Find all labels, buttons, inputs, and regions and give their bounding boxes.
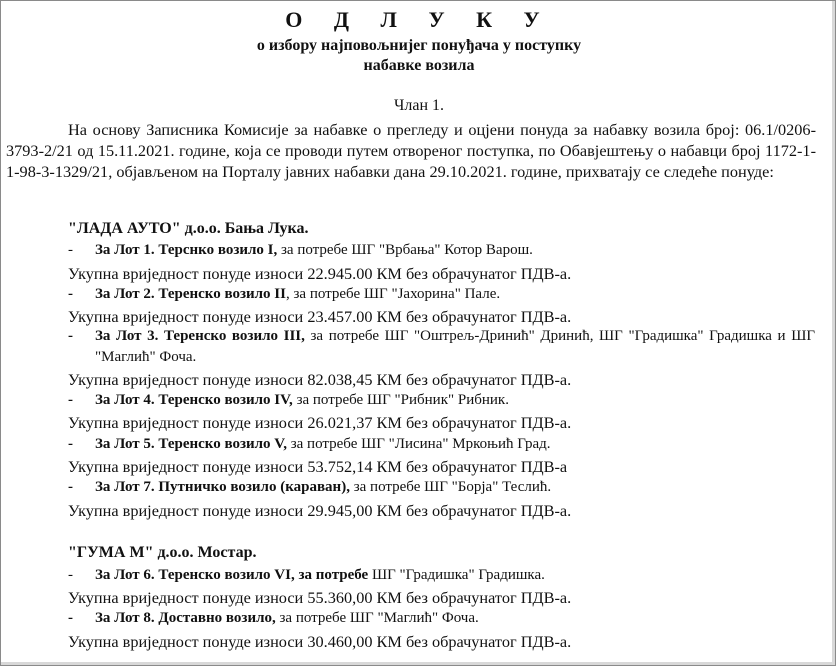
lot-item [95,392,509,409]
list-dash: - [68,479,73,495]
lot-label: За Лот 5. Теренско возило V, [95,436,287,452]
vendor-name: "ЛАДА АУТО" д.о.о. Бања Лука. [68,220,309,237]
lot-label: За Лот 4. Теренско возило IV, [95,392,293,408]
lot-total: Укупна вриједност понуде износи 23.457.00 КМ без обрачунатог ПДВ-а. [68,307,572,326]
document-title: О Д Л У К У [285,7,553,32]
lot-label: За Лот 8. Доставно возило, [95,610,276,626]
lot-item [95,567,545,584]
lot-total: Укупна вриједност понуде износи 22.945.00 КМ без обрачунатог ПДВ-а. [68,264,572,283]
list-dash: - [68,286,73,302]
lot-label: За Лот 2. Теренско возило II [95,286,286,302]
list-dash: - [68,436,73,452]
lot-label-rest: . Теренско возило III, [154,328,305,344]
lot-label: За Лот 3 [95,328,155,344]
document-subtitle-line1: о избору најповољнијег понуђача у поступку [256,37,582,54]
lot-detail: ШГ "Градишка" Градишка. [368,567,545,583]
lot-total: Укупна вриједност понуде износи 53.752,14 КМ без обрачунатог ПДВ-а [68,457,568,476]
lot-detail: за потребе ШГ "Оштрељ-Дринић" Дринић, ШГ "Градишка" Градишка и ШГ "Маглић" Фоча. [95,328,815,365]
lot-detail: , за потребе ШГ "Јахорина" Пале. [286,286,501,302]
lot-total: Укупна вриједност понуде износи 30.460,00 КМ без обрачунатог ПДВ-а. [68,632,572,651]
lot-item [95,436,551,453]
list-dash: - [68,242,73,258]
list-dash: - [68,392,73,408]
article-heading: Члан 1. [393,97,445,114]
intro-paragraph [6,119,816,182]
lot-item [95,242,533,259]
lot-item [95,610,479,627]
lot-total: Укупна вриједност понуде износи 55.360,00 КМ без обрачунатог ПДВ-а. [68,588,572,607]
lot-item [95,479,551,496]
document-subtitle-line2: набавке возила [363,57,475,74]
list-dash: - [68,567,73,583]
vendor-name: "ГУМА М" д.о.о. Мостар. [68,544,257,561]
lot-detail: за потребе ШГ "Рибник" Рибник. [292,392,509,408]
lot-label: За Лот 7. Путничко возило (караван), [95,479,350,495]
list-dash: - [68,610,73,626]
lot-detail: за потребе ШГ "Борја" Теслић. [349,479,552,495]
lot-label: За Лот 1. Терснко возило I, [95,242,278,258]
lot-detail: за потребе ШГ "Лисина" Мркоњић Град. [286,436,551,452]
list-dash: - [68,328,73,344]
lot-total: Укупна вриједност понуде износи 26.021,37 КМ без обрачунатог ПДВ-а. [68,413,572,432]
lot-item [95,326,815,368]
intro-text: На основу Записника Комисије за набавке о прегледу и оцјени понуда за набавку возила број: 06.1/0206-3793-2/21 од 15.11.2021. године, која се проводи путем отвореног поступка, по Обавјештењу о набавци број 1172-1-1-98-3-1329/21, објављеном на Порталу јавних набавки дана 29.10.2021. године, прихватају се следеће понуде: [6,120,816,181]
lot-total: Укупна вриједност понуде износи 29.945,00 КМ без обрачунатог ПДВ-а. [68,501,572,520]
lot-detail: за потребе ШГ "Врбања" Котор Варош. [277,242,533,258]
lot-item [95,286,500,303]
lot-total: Укупна вриједност понуде износи 82.038,45 КМ без обрачунатог ПДВ-а. [68,370,572,389]
lot-detail: за потребе ШГ "Маглић" Фоча. [275,610,479,626]
lot-label: За Лот 6. Теренско возило VI, за потребе [95,567,369,583]
